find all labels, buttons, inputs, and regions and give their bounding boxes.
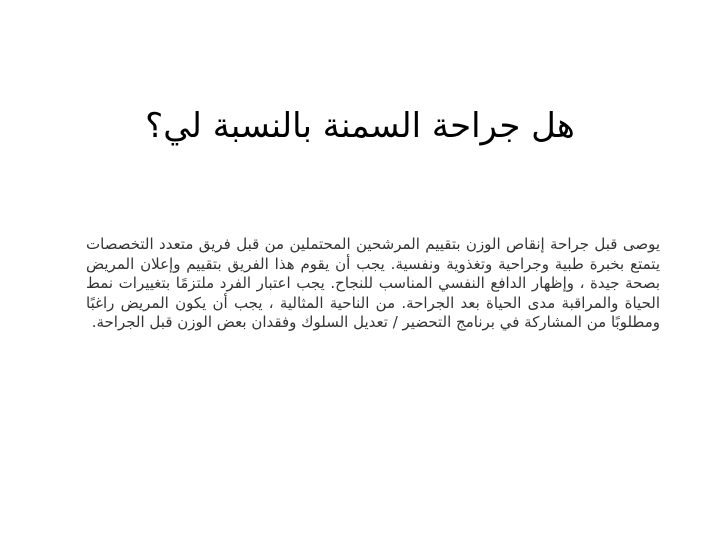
slide-body-text: يوصى قبل جراحة إنقاص الوزن بتقييم المرشحين المحتملين من قبل فريق متعدد التخصصات يتمتع بخبرة طبية وجراحية وتغذوية ونفسية. يجب أن يقوم هذا الفريق بتقييم وإعلان المريض بصحة جيدة ، وإظهار الدافع النفسي المناسب للنجاح. يجب اعتبار الفرد ملتزمًا بتغييرات نمط الحياة والمراقبة مدى الحياة بعد الجراحة. من الناحية المثالية ، يجب أن يكون المريض راغبًا ومطلوبًا من المشاركة في برنامج التحضير / تعديل السلوك وفقدان بعض الوزن قبل الجراحة. (86, 235, 660, 331)
slide-title: هل جراحة السمنة بالنسبة لي؟ (145, 106, 575, 146)
